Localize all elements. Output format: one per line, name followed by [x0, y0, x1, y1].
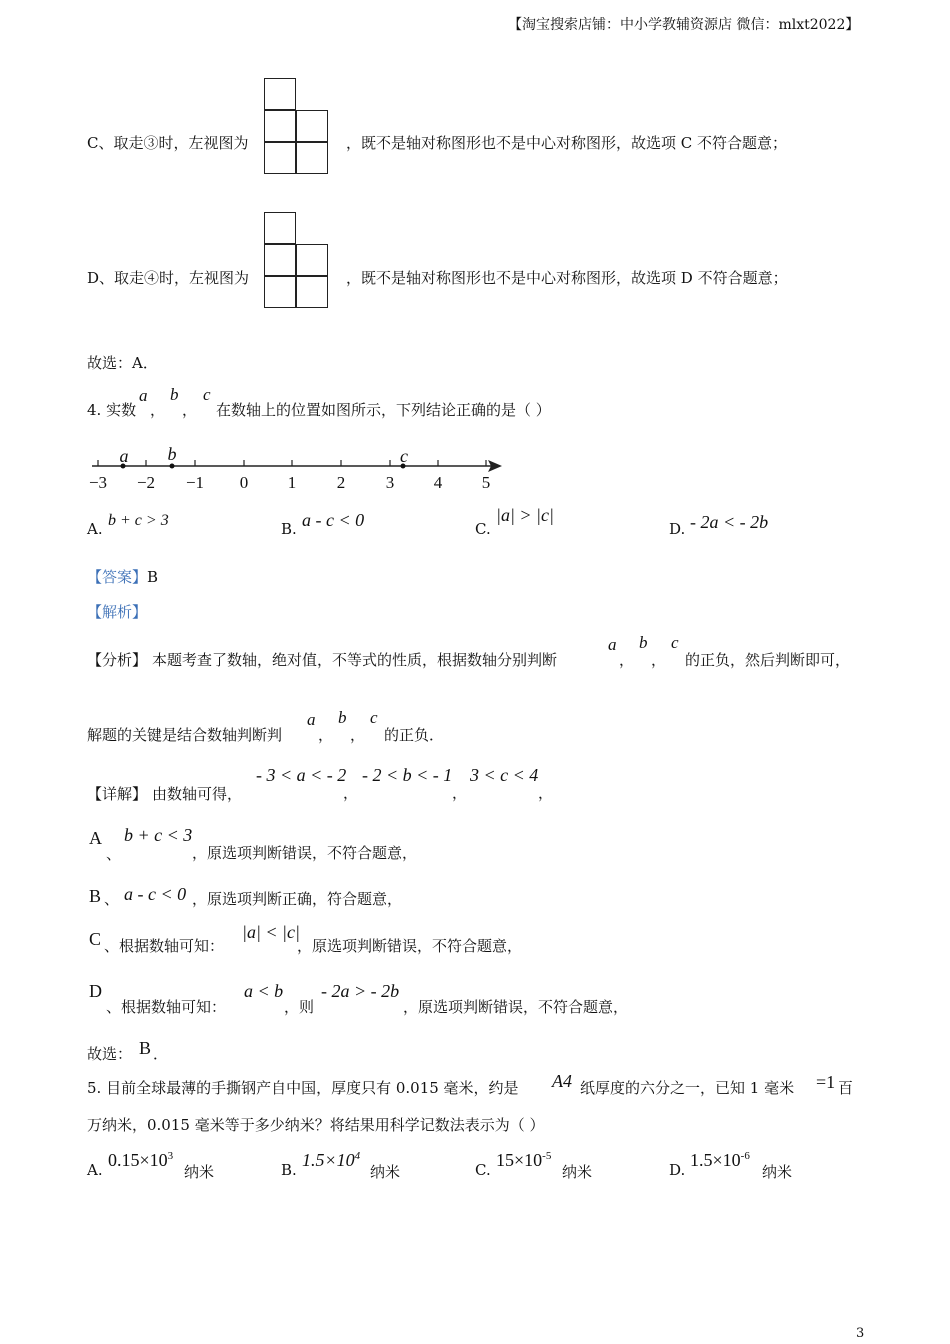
detail-opt-d-letter: D — [89, 981, 102, 1001]
q5-stem-line1-c: 百 — [838, 1079, 854, 1097]
q4-option-a-label: A. — [87, 520, 103, 538]
detail-opt-d-text-b: ，则 — [284, 998, 315, 1016]
q5-option-d-exp: -6 — [740, 1150, 750, 1162]
analysis-var-b: b — [338, 708, 347, 727]
grid-cell — [264, 110, 296, 142]
tick-label: −2 — [136, 473, 156, 492]
q4-option-d-expr: - 2a < - 2b — [690, 512, 769, 532]
answer-tag: 【答案】 — [87, 568, 148, 586]
analysis-var-c: c — [370, 708, 378, 727]
q3-conclusion: 故选：A． — [87, 354, 158, 372]
detail-opt-a-letter: A — [89, 828, 102, 848]
detail-opt-c-letter: C — [89, 929, 102, 949]
q4-conclusion-end: ． — [153, 1045, 169, 1063]
tick-label: −3 — [88, 473, 108, 492]
tick-label: 2 — [336, 473, 346, 492]
analysis-var-c: c — [671, 633, 679, 652]
grid-cell — [264, 212, 296, 244]
q5-option-b-base: 1.5×10 — [302, 1150, 355, 1170]
q4-stem-comma: ， — [182, 401, 198, 419]
tick-label: 0 — [239, 473, 249, 492]
q5-option-a-value — [108, 1150, 173, 1171]
q4-option-c-expr: |a| > |c| — [496, 505, 554, 525]
detail-opt-a-text: ，原选项判断错误，不符合题意， — [192, 844, 418, 862]
q4-stem-var-c: c — [203, 385, 211, 404]
grid-cell — [264, 142, 296, 174]
detail-label: 【详解】 — [87, 785, 148, 803]
detail-opt-b-expr: a - c < 0 — [124, 884, 187, 904]
q5-stem-line1-b: 纸厚度的六分之一，已知 1 毫米 — [580, 1079, 795, 1097]
detail-opt-b-letter: B — [89, 886, 102, 906]
detail-opt-d-expr-1: a < b — [244, 981, 284, 1001]
point-c-label: c — [400, 446, 408, 466]
detail-opt-d-expr-2: - 2a > - 2b — [321, 981, 400, 1001]
q4-conclusion-value: B — [139, 1038, 152, 1058]
q3-option-c-text-b: ，既不是轴对称图形也不是中心对称图形，故选项 C 不符合题意； — [346, 134, 788, 152]
answer-value: B — [147, 568, 159, 586]
q5-option-a-label: A. — [87, 1161, 103, 1179]
detail-opt-c-text-b: ，原选项判断错误，不符合题意， — [297, 937, 523, 955]
left-view-figure-c — [264, 78, 332, 178]
q5-stem-line2: 万纳米，0.015 毫米等于多少纳米？将结果用科学记数法表示为（ ） — [87, 1116, 545, 1134]
detail-opt-b-text: ，原选项判断正确，符合题意， — [192, 890, 403, 908]
analysis-text-c: 解题的关键是结合数轴判断判 — [87, 726, 283, 744]
q4-stem-var-a: a — [139, 386, 148, 405]
tick-label: 4 — [433, 473, 443, 492]
analysis-var-b: b — [639, 633, 648, 652]
detail-opt-a-expr: b + c < 3 — [124, 825, 193, 845]
q4-option-a-expr: b + c > 3 — [108, 512, 169, 529]
q4-conclusion-text: 故选： — [87, 1045, 133, 1063]
q5-option-c-label: C. — [475, 1161, 491, 1179]
q4-stem-var-b: b — [170, 385, 179, 404]
tick-label: −1 — [185, 473, 205, 492]
detail-opt-a-sep: 、 — [106, 845, 122, 863]
analysis-label: 【分析】 — [87, 651, 148, 669]
analysis-text-d: 的正负． — [384, 726, 445, 744]
grid-cell — [296, 110, 328, 142]
analysis-comma: ， — [350, 726, 366, 744]
point-b-dot — [170, 464, 175, 469]
q5-option-b-label: B. — [281, 1161, 297, 1179]
q5-option-d-base: 1.5×10 — [690, 1150, 741, 1170]
q4-option-b-label: B. — [281, 520, 297, 538]
grid-cell — [296, 142, 328, 174]
detail-opt-b-sep: 、 — [104, 890, 120, 908]
q5-stem-eq: =1 — [816, 1072, 836, 1092]
q4-stem-b: 在数轴上的位置如图所示，下列结论正确的是（ ） — [216, 401, 551, 419]
q5-option-b-value — [302, 1150, 360, 1171]
page-number: 3 — [856, 1326, 865, 1341]
tick-label: 1 — [287, 473, 297, 492]
q5-option-d-label: D. — [669, 1161, 686, 1179]
grid-cell — [264, 78, 296, 110]
q4-option-c-label: C. — [475, 520, 491, 538]
q4-stem-comma: ， — [150, 401, 166, 419]
analysis-comma: ， — [318, 726, 334, 744]
q5-option-c-value — [496, 1150, 551, 1171]
q5-stem-line1-a: 5. 目前全球最薄的手撕钢产自中国，厚度只有 0.015 毫米，约是 — [87, 1079, 519, 1097]
analysis-text-a: 本题考查了数轴，绝对值，不等式的性质，根据数轴分别判断 — [152, 651, 558, 669]
detail-text: 由数轴可得， — [152, 785, 243, 803]
left-view-figure-d — [264, 212, 332, 312]
grid-cell — [296, 244, 328, 276]
number-line — [80, 446, 510, 496]
grid-cell — [296, 276, 328, 308]
q5-option-a-unit: 纳米 — [184, 1163, 215, 1181]
detail-comma: ， — [343, 784, 359, 802]
q5-option-d-value — [690, 1150, 750, 1171]
analysis-comma: ， — [651, 651, 667, 669]
q3-option-d-text-a: D、取走④时，左视图为 — [87, 269, 250, 287]
detail-ineq-3: 3 < c < 4 — [470, 765, 539, 785]
q5-option-b-unit: 纳米 — [370, 1163, 401, 1181]
detail-ineq-1: - 3 < a < - 2 — [256, 765, 347, 785]
tick-label: 3 — [385, 473, 395, 492]
grid-cell — [264, 244, 296, 276]
q5-option-c-base: 15×10 — [496, 1150, 543, 1170]
detail-opt-d-text-c: ，原选项判断错误，不符合题意， — [403, 998, 629, 1016]
tick-label: 5 — [481, 473, 491, 492]
q4-stem-a: 4. 实数 — [87, 401, 137, 419]
detail-comma: ， — [452, 784, 468, 802]
header-watermark: 【淘宝搜索店铺：中小学教辅资源店 微信：mlxt2022】 — [508, 17, 860, 33]
q4-answer-line — [87, 566, 158, 587]
detail-opt-c-text-a: 、根据数轴可知： — [104, 937, 225, 955]
q5-option-a-exp: 3 — [167, 1150, 174, 1162]
q3-option-c-text-a: C、取走③时，左视图为 — [87, 134, 249, 152]
q5-option-b-exp: 4 — [354, 1150, 361, 1162]
q4-option-b-expr: a - c < 0 — [302, 510, 365, 530]
q5-option-c-unit: 纳米 — [562, 1163, 593, 1181]
q5-option-c-exp: -5 — [542, 1150, 552, 1162]
analysis-tag: 【解析】 — [87, 603, 148, 621]
q3-option-d-text-b: ，既不是轴对称图形也不是中心对称图形，故选项 D 不符合题意； — [346, 269, 788, 287]
detail-opt-c-expr: |a| < |c| — [242, 922, 300, 942]
detail-opt-d-text-a: 、根据数轴可知： — [106, 998, 227, 1016]
grid-cell — [264, 276, 296, 308]
detail-comma: ， — [538, 784, 554, 802]
axis-ticks — [98, 460, 486, 466]
analysis-text-b: 的正负，然后判断即可， — [685, 651, 851, 669]
detail-ineq-2: - 2 < b < - 1 — [362, 765, 453, 785]
analysis-comma: ， — [619, 651, 635, 669]
analysis-var-a: a — [608, 635, 617, 654]
q5-option-d-unit: 纳米 — [762, 1163, 793, 1181]
q4-option-d-label: D. — [669, 520, 686, 538]
q5-stem-a4: A4 — [552, 1071, 572, 1091]
q5-option-a-base: 0.15×10 — [108, 1150, 168, 1170]
analysis-var-a: a — [307, 710, 316, 729]
point-b-label: b — [167, 446, 177, 464]
point-a-label: a — [119, 446, 129, 466]
